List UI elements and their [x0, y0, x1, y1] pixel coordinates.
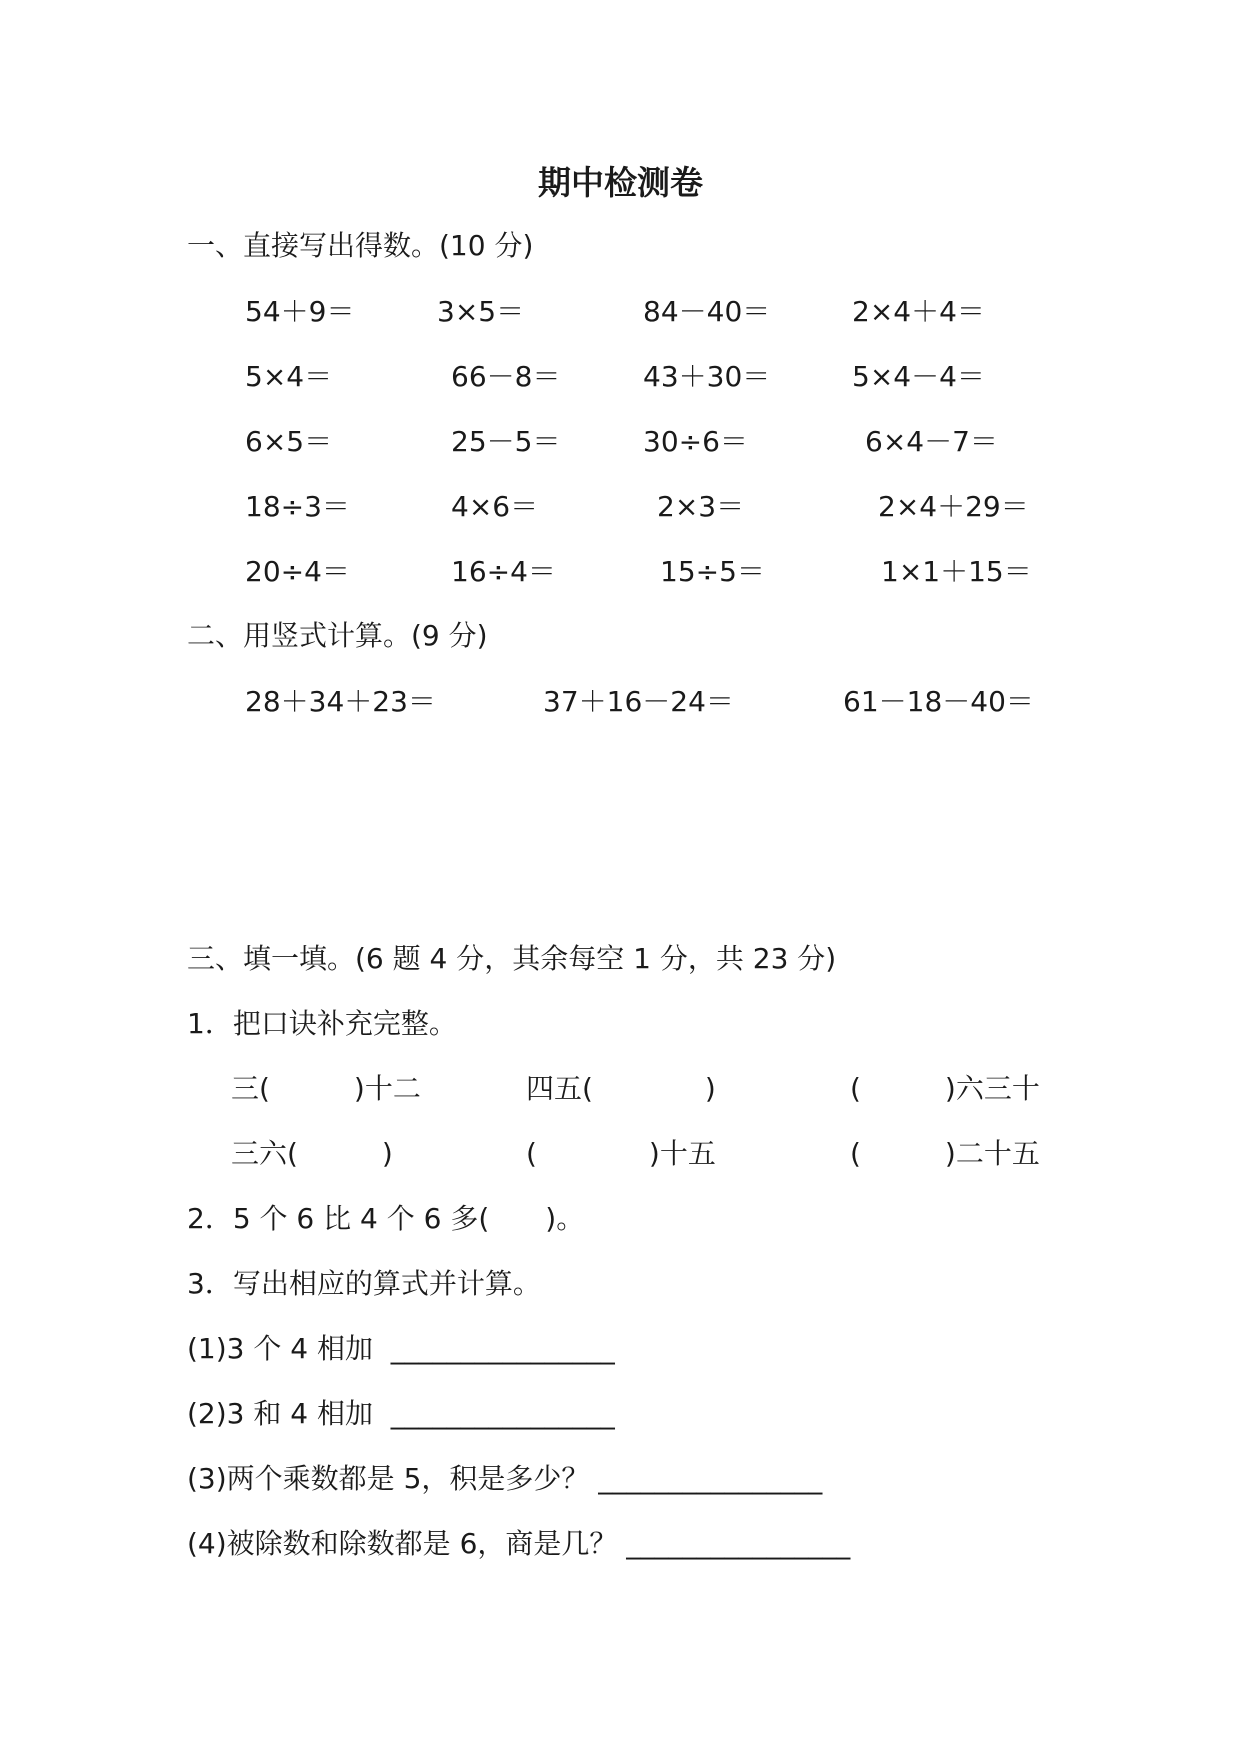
page-title: 期中检测卷 [538, 163, 703, 202]
vertical-calc-problem: 61－18－40＝ [843, 685, 1034, 718]
question-1-text: 1．把口诀补充完整。 [187, 1007, 457, 1040]
question-2-text: 2．5 个 6 比 4 个 6 多( )。 [187, 1202, 585, 1235]
problem: 15÷5＝ [660, 555, 765, 588]
problem: 30÷6＝ [643, 425, 748, 458]
question-3-text: 3．写出相应的算式并计算。 [187, 1267, 541, 1300]
problem: 5×4－4＝ [852, 360, 985, 393]
vertical-calc-problem: 37＋16－24＝ [543, 685, 734, 718]
mnemonic-item: 三( )十二 [231, 1072, 421, 1105]
problem: 3×5＝ [437, 295, 525, 328]
vertical-calc-problem: 28＋34＋23＝ [245, 685, 436, 718]
section-3-heading: 三、填一填。(6 题 4 分，其余每空 1 分，共 23 分) [187, 942, 837, 975]
problem: 16÷4＝ [451, 555, 556, 588]
question-3-item: (1)3 个 4 相加 ________________ [187, 1332, 615, 1365]
problem: 66－8＝ [451, 360, 561, 393]
problem: 54＋9＝ [245, 295, 355, 328]
problem: 2×4＋29＝ [878, 490, 1029, 523]
problem: 4×6＝ [451, 490, 539, 523]
question-3-item: (2)3 和 4 相加 ________________ [187, 1397, 615, 1430]
question-3-item: (3)两个乘数都是 5，积是多少？ ________________ [187, 1462, 823, 1495]
problem: 43＋30＝ [643, 360, 771, 393]
mnemonic-item: 三六( ) [231, 1137, 393, 1170]
problem: 1×1＋15＝ [881, 555, 1032, 588]
mnemonic-item: ( )二十五 [850, 1137, 1040, 1170]
problem: 6×4－7＝ [865, 425, 998, 458]
problem: 5×4＝ [245, 360, 333, 393]
problem: 2×4＋4＝ [852, 295, 985, 328]
problem: 84－40＝ [643, 295, 771, 328]
question-3-item: (4)被除数和除数都是 6，商是几？ ________________ [187, 1527, 851, 1560]
section-1-heading: 一、直接写出得数。(10 分) [187, 229, 534, 262]
problem: 2×3＝ [657, 490, 745, 523]
section-2-heading: 二、用竖式计算。(9 分) [187, 619, 488, 652]
problem: 18÷3＝ [245, 490, 350, 523]
problem: 20÷4＝ [245, 555, 350, 588]
mnemonic-item: ( )十五 [526, 1137, 716, 1170]
problem: 6×5＝ [245, 425, 333, 458]
problem: 25－5＝ [451, 425, 561, 458]
mnemonic-item: ( )六三十 [850, 1072, 1040, 1105]
mnemonic-item: 四五( ) [526, 1072, 716, 1105]
